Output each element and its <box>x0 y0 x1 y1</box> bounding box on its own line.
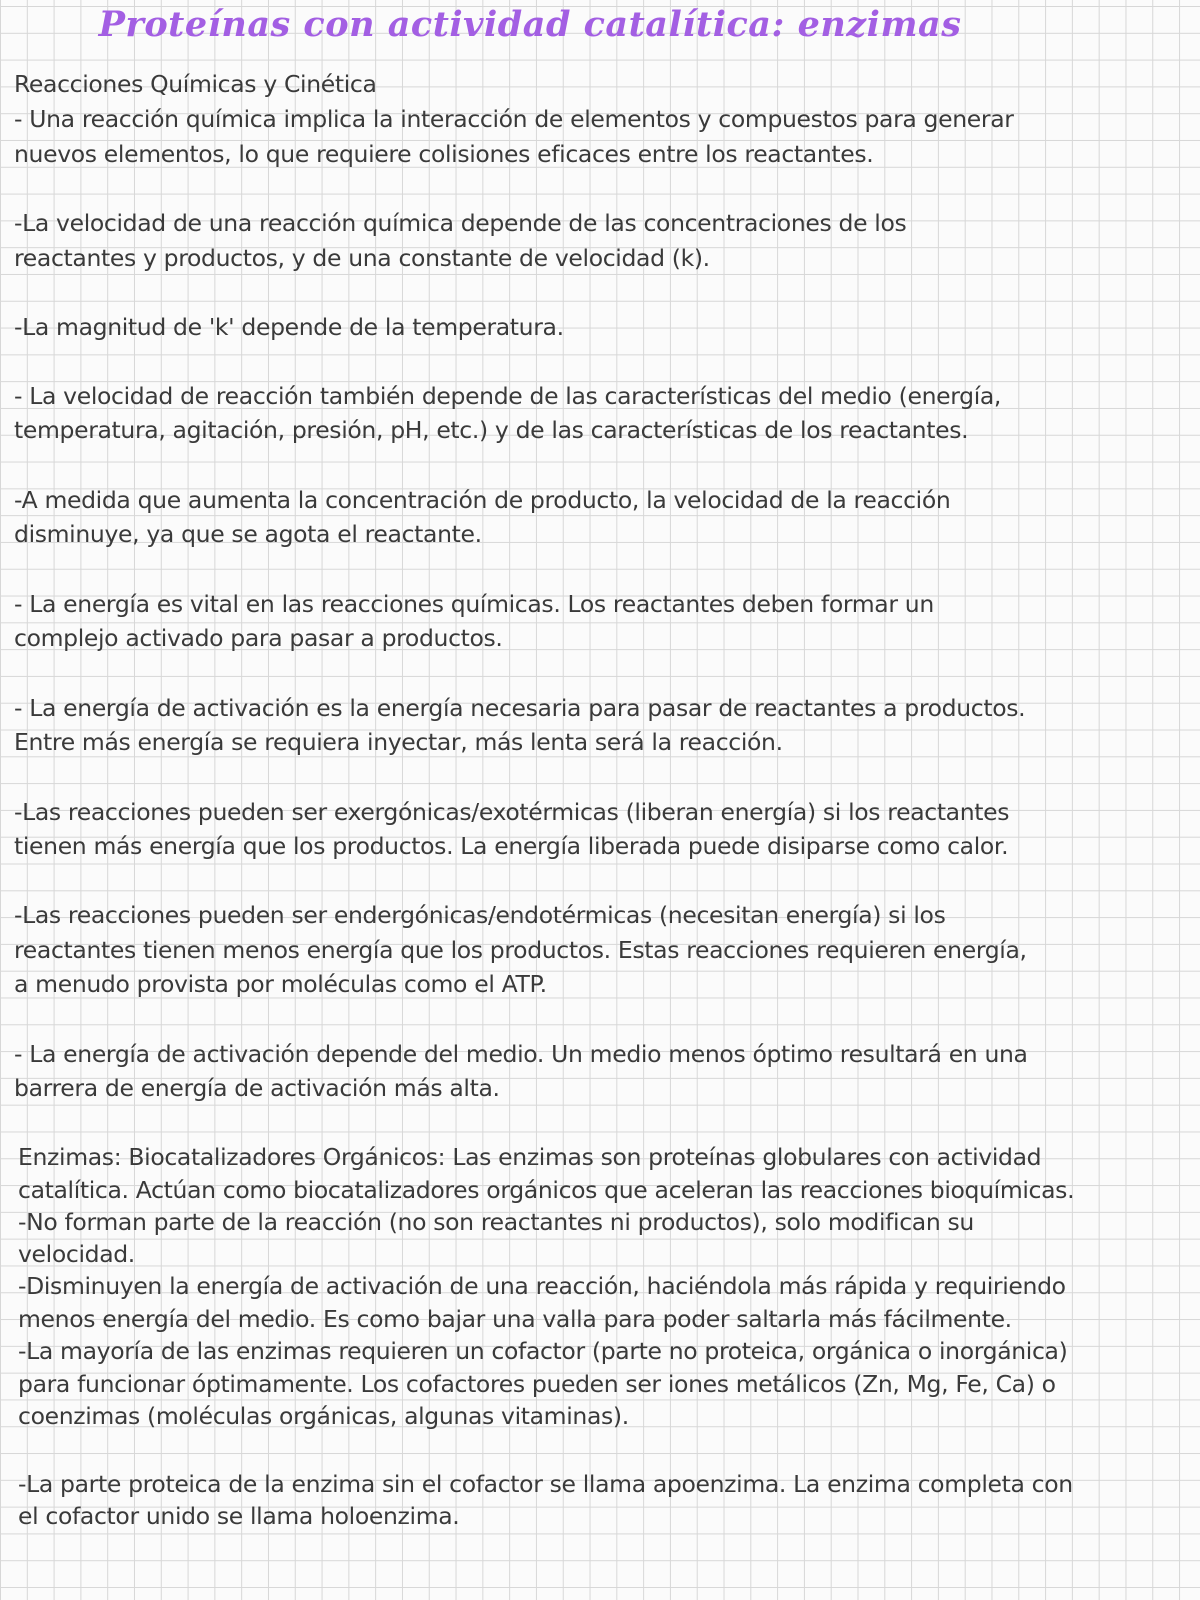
paragraph-line: reactantes tienen menos energía que los productos. Estas reacciones requieren energía, <box>14 936 1027 964</box>
paragraph-line: para funcionar óptimamente. Los cofactores pueden ser iones metálicos (Zn, Mg, Fe, Ca) o <box>18 1370 1056 1398</box>
paragraph-line: el cofactor unido se llama holoenzima. <box>18 1502 460 1530</box>
paragraph-line: - La energía de activación es la energía necesaria para pasar de reactantes a productos. <box>14 694 1026 722</box>
paragraph-line: temperatura, agitación, presión, pH, etc.) y de las características de los reactantes. <box>14 416 969 444</box>
paragraph-line: velocidad. <box>18 1240 135 1268</box>
paragraph-line: -La mayoría de las enzimas requieren un cofactor (parte no proteica, orgánica o inorgánica) <box>18 1337 1068 1365</box>
paragraph-line: -La velocidad de una reacción química depende de las concentraciones de los <box>14 209 907 237</box>
paragraph-line: tienen más energía que los productos. La energía liberada puede disiparse como calor. <box>14 832 1009 860</box>
paragraph-line: -La magnitud de 'k' depende de la temperatura. <box>14 313 564 341</box>
section-heading: Reacciones Químicas y Cinética <box>14 70 377 98</box>
paragraph-line: nuevos elementos, lo que requiere colisiones eficaces entre los reactantes. <box>14 140 874 168</box>
paragraph-line: menos energía del medio. Es como bajar una valla para poder saltarla más fácilmente. <box>18 1305 1012 1333</box>
paragraph-line: barrera de energía de activación más alta. <box>14 1074 500 1102</box>
paragraph-line: - La velocidad de reacción también depende de las características del medio (energía, <box>14 382 1002 410</box>
paragraph-line: -Disminuyen la energía de activación de una reacción, haciéndola más rápida y requiriendo <box>18 1272 1066 1300</box>
paragraph-line: catalítica. Actúan como biocatalizadores orgánicos que aceleran las reacciones bioquímicas. <box>18 1176 1075 1204</box>
paragraph-line: Enzimas: Biocatalizadores Orgánicos: Las enzimas son proteínas globulares con actividad <box>18 1143 1042 1171</box>
paragraph-line: disminuye, ya que se agota el reactante. <box>14 520 482 548</box>
paragraph-line: reactantes y productos, y de una constante de velocidad (k). <box>14 244 710 272</box>
paragraph-line: -Las reacciones pueden ser exergónicas/exotérmicas (liberan energía) si los reactantes <box>14 798 1010 826</box>
paragraph-line: -Las reacciones pueden ser endergónicas/endotérmicas (necesitan energía) si los <box>14 901 946 929</box>
paragraph-line: - La energía de activación depende del medio. Un medio menos óptimo resultará en una <box>14 1040 1028 1068</box>
paragraph-line: a menudo provista por moléculas como el ATP. <box>14 970 547 998</box>
paragraph-line: - Una reacción química implica la interacción de elementos y compuestos para generar <box>14 105 1014 133</box>
paragraph-line: -La parte proteica de la enzima sin el cofactor se llama apoenzima. La enzima completa con <box>18 1470 1073 1498</box>
page-title: Proteínas con actividad catalítica: enzimas <box>98 4 962 45</box>
paragraph-line: -A medida que aumenta la concentración de producto, la velocidad de la reacción <box>14 486 951 514</box>
paragraph-line: coenzimas (moléculas orgánicas, algunas vitaminas). <box>18 1402 629 1430</box>
paragraph-line: -No forman parte de la reacción (no son reactantes ni productos), solo modifican su <box>18 1208 974 1236</box>
paragraph-line: - La energía es vital en las reacciones químicas. Los reactantes deben formar un <box>14 590 934 618</box>
paragraph-line: complejo activado para pasar a productos. <box>14 624 503 652</box>
paragraph-line: Entre más energía se requiera inyectar, más lenta será la reacción. <box>14 728 783 756</box>
